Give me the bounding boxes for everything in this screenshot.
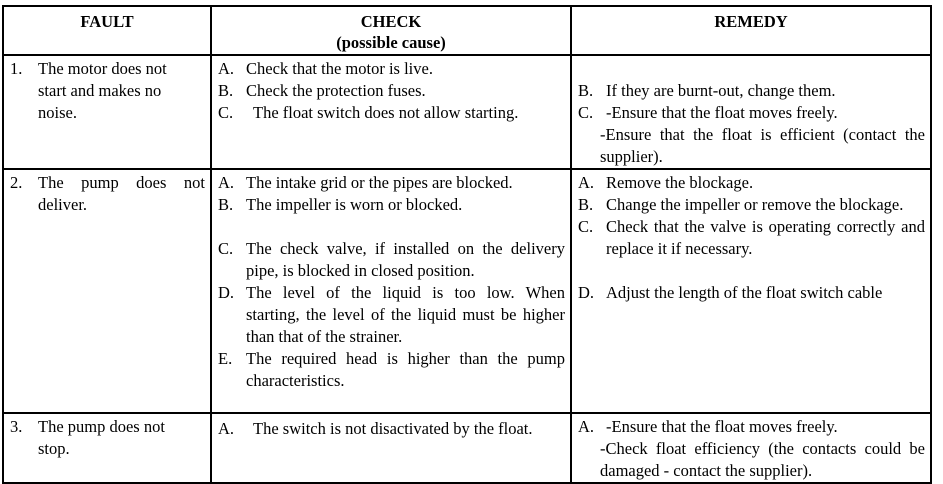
table-row <box>3 413 931 483</box>
fault-number: 1. <box>10 59 23 78</box>
remedy-item: C. -Ensure that the float moves freely. <box>578 103 838 122</box>
header-check-title: CHECK <box>360 12 422 31</box>
header-fault: FAULT <box>3 6 211 55</box>
remedy-cell <box>571 413 931 483</box>
remedy-item: A. Remove the blockage. <box>578 173 754 192</box>
header-check-subtitle: (possible cause) <box>336 33 446 52</box>
fault-text: The pump does not stop. <box>38 417 165 458</box>
table-row <box>3 169 931 413</box>
fault-text: The pump does not deliver. <box>38 173 205 214</box>
fault-number: 3. <box>10 417 23 436</box>
check-item: A. Check that the motor is live. <box>218 59 433 78</box>
header-check <box>211 6 571 55</box>
remedy-item: A. -Ensure that the float moves freely. <box>578 417 838 436</box>
fault-cell <box>3 55 211 169</box>
check-item: C. The float switch does not allow starting. <box>218 103 519 122</box>
remedy-item: B. Change the impeller or remove the blockage. <box>578 195 904 214</box>
check-cell <box>211 413 571 483</box>
remedy-item: D. Adjust the length of the float switch cable <box>578 283 883 302</box>
check-item: B. Check the protection fuses. <box>218 81 426 100</box>
check-item: A. The switch is not disactivated by the float. <box>218 419 533 438</box>
fault-cell <box>3 169 211 413</box>
fault-cell <box>3 413 211 483</box>
remedy-cell <box>571 55 931 169</box>
check-cell <box>211 169 571 413</box>
table-row <box>3 55 931 169</box>
remedy-item: C. Check that the valve is operating correctly and replace it if necessary. <box>578 217 925 258</box>
remedy-item: B. If they are burnt-out, change them. <box>578 81 836 100</box>
header-row <box>3 6 931 55</box>
check-item: A. The intake grid or the pipes are blocked. <box>218 173 513 192</box>
check-item: C. The check valve, if installed on the delivery pipe, is blocked in closed position. <box>218 239 565 280</box>
fault-text: The motor does not start and makes no noise. <box>38 59 167 122</box>
remedy-item: -Ensure that the float is efficient (contact the supplier). <box>600 125 925 166</box>
check-cell <box>211 55 571 169</box>
remedy-item: -Check float efficiency (the contacts could be damaged - contact the supplier). <box>600 439 925 480</box>
check-item: B. The impeller is worn or blocked. <box>218 195 463 214</box>
check-item: E. The required head is higher than the pump characteristics. <box>218 349 565 390</box>
fault-number: 2. <box>10 173 23 192</box>
check-item: D. The level of the liquid is too low. When starting, the level of the liquid must be higher than that of the strainer. <box>218 283 565 346</box>
remedy-cell <box>571 169 931 413</box>
header-remedy: REMEDY <box>571 6 931 55</box>
troubleshooting-table <box>2 5 932 484</box>
